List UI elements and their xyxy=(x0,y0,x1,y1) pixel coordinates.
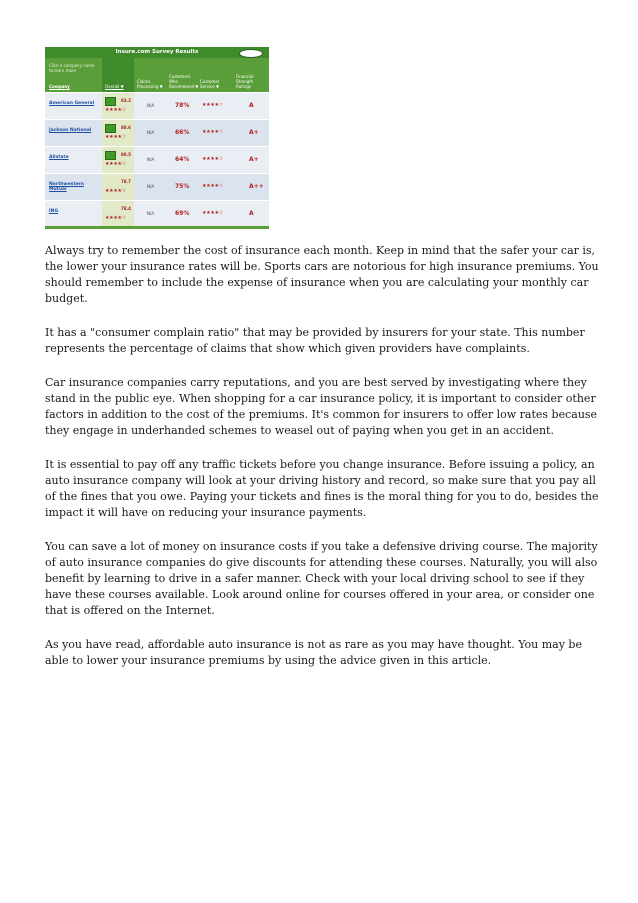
survey-header xyxy=(45,58,269,92)
service-stars: ★★★★☆ xyxy=(202,183,223,189)
table-row xyxy=(45,92,269,119)
arrow-icon xyxy=(105,97,116,106)
recommend-value: 75% xyxy=(175,183,190,190)
company-link[interactable]: Allstate xyxy=(49,155,69,160)
overall-cell xyxy=(102,174,134,200)
arrow-icon xyxy=(105,151,116,160)
company-link[interactable]: ING xyxy=(49,209,59,214)
header-service: Customer Service ▼ xyxy=(200,79,220,89)
rating-value: A+ xyxy=(249,129,259,136)
claims-value: N/A xyxy=(147,184,155,189)
recommend-value: 69% xyxy=(175,210,190,217)
paragraph: Always try to remember the cost of insurance each month. Keep in mind that the safer your car is, the lower your insurance rates will be. Sports cars are notorious for high insurance premiums. You should remember to include the expense of insurance when you are calculating your monthly car budget. xyxy=(45,244,599,305)
recommend-value: 78% xyxy=(175,102,190,109)
rating-value: A xyxy=(249,102,254,109)
paragraph: Car insurance companies carry reputations, and you are best served by investigating where they stand in the public eye. When shopping for a car insurance policy, it is important to consider other factors in addition to the cost of the premiums. It's common for insurers to offer low rates because they engage in underhanded schemes to weasel out of paying when you get in an accident. xyxy=(45,376,598,437)
table-row xyxy=(45,119,269,146)
overall-stars: ★★★★☆ xyxy=(105,107,126,113)
service-stars: ★★★★☆ xyxy=(202,156,223,162)
rating-value: A xyxy=(249,210,254,217)
overall-cell xyxy=(102,201,134,227)
recommend-value: 66% xyxy=(175,129,190,136)
overall-score: 80.5 xyxy=(121,152,131,157)
overall-score: 80.6 xyxy=(121,125,131,130)
recommend-value: 64% xyxy=(175,156,190,163)
header-company: Company xyxy=(49,84,70,89)
table-row xyxy=(45,146,269,173)
company-link[interactable]: Northwestern Mutual xyxy=(49,182,84,192)
overall-score: 78.4 xyxy=(121,206,131,211)
overall-stars: ★★★★☆ xyxy=(105,188,126,194)
claims-value: N/A xyxy=(147,211,155,216)
arrow-icon xyxy=(105,124,116,133)
survey-footer-bar xyxy=(45,226,269,229)
paragraph: It has a "consumer complain ratio" that may be provided by insurers for your state. This number represents the percentage of claims that show which given providers have complaints. xyxy=(45,326,585,355)
rating-value: A+ xyxy=(249,156,259,163)
service-stars: ★★★★☆ xyxy=(202,210,223,216)
overall-stars: ★★★★☆ xyxy=(105,215,126,221)
table-row xyxy=(45,173,269,200)
header-ratings: Financial Strength Ratings xyxy=(236,74,254,89)
overall-score: 78.7 xyxy=(121,179,131,184)
claims-value: N/A xyxy=(147,130,155,135)
company-link[interactable]: Jackson National xyxy=(49,128,92,133)
table-row xyxy=(45,200,269,227)
survey-note: Click a company name to learn more xyxy=(49,63,95,73)
service-stars: ★★★★☆ xyxy=(202,129,223,135)
overall-score: 83.2 xyxy=(121,98,131,103)
service-stars: ★★★★☆ xyxy=(202,102,223,108)
paragraph: You can save a lot of money on insurance costs if you take a defensive driving course. The majority of auto insurance companies do give discounts for attending these courses. Naturally, you will also benefit by learning to drive in a safer manner. Check with your local driving school to see if they have these courses available. Look around online for courses offered in your area, or consider one that is offered on the Internet. xyxy=(45,540,598,617)
article-body xyxy=(45,243,601,687)
paragraph: As you have read, affordable auto insurance is not as rare as you may have thought. You may be able to lower your insurance premiums by using the advice given in this article. xyxy=(45,638,582,667)
overall-stars: ★★★★☆ xyxy=(105,161,126,167)
overall-cell xyxy=(102,93,134,119)
claims-value: N/A xyxy=(147,157,155,162)
claims-value: N/A xyxy=(147,103,155,108)
paragraph: It is essential to pay off any traffic tickets before you change insurance. Before issuing a policy, an auto insurance company will look at your driving history and record, so make sure that you pay all of the fines that you owe. Paying your tickets and fines is the moral thing for you to do, besides the impact it will have on reducing your insurance payments. xyxy=(45,458,599,519)
overall-cell xyxy=(102,147,134,173)
header-overall: Overall ▼ xyxy=(102,58,134,92)
company-link[interactable]: American General xyxy=(49,101,95,106)
survey-results-image xyxy=(45,47,269,229)
overall-cell xyxy=(102,120,134,146)
header-claims: Claims Processing ▼ xyxy=(137,79,163,89)
rating-value: A++ xyxy=(249,183,264,190)
overall-stars: ★★★★☆ xyxy=(105,134,126,140)
header-recommend: Customers Who Recommend ▼ xyxy=(169,74,199,89)
insure-logo-icon xyxy=(239,49,263,58)
survey-title: Insure.com Survey Results xyxy=(45,47,269,58)
